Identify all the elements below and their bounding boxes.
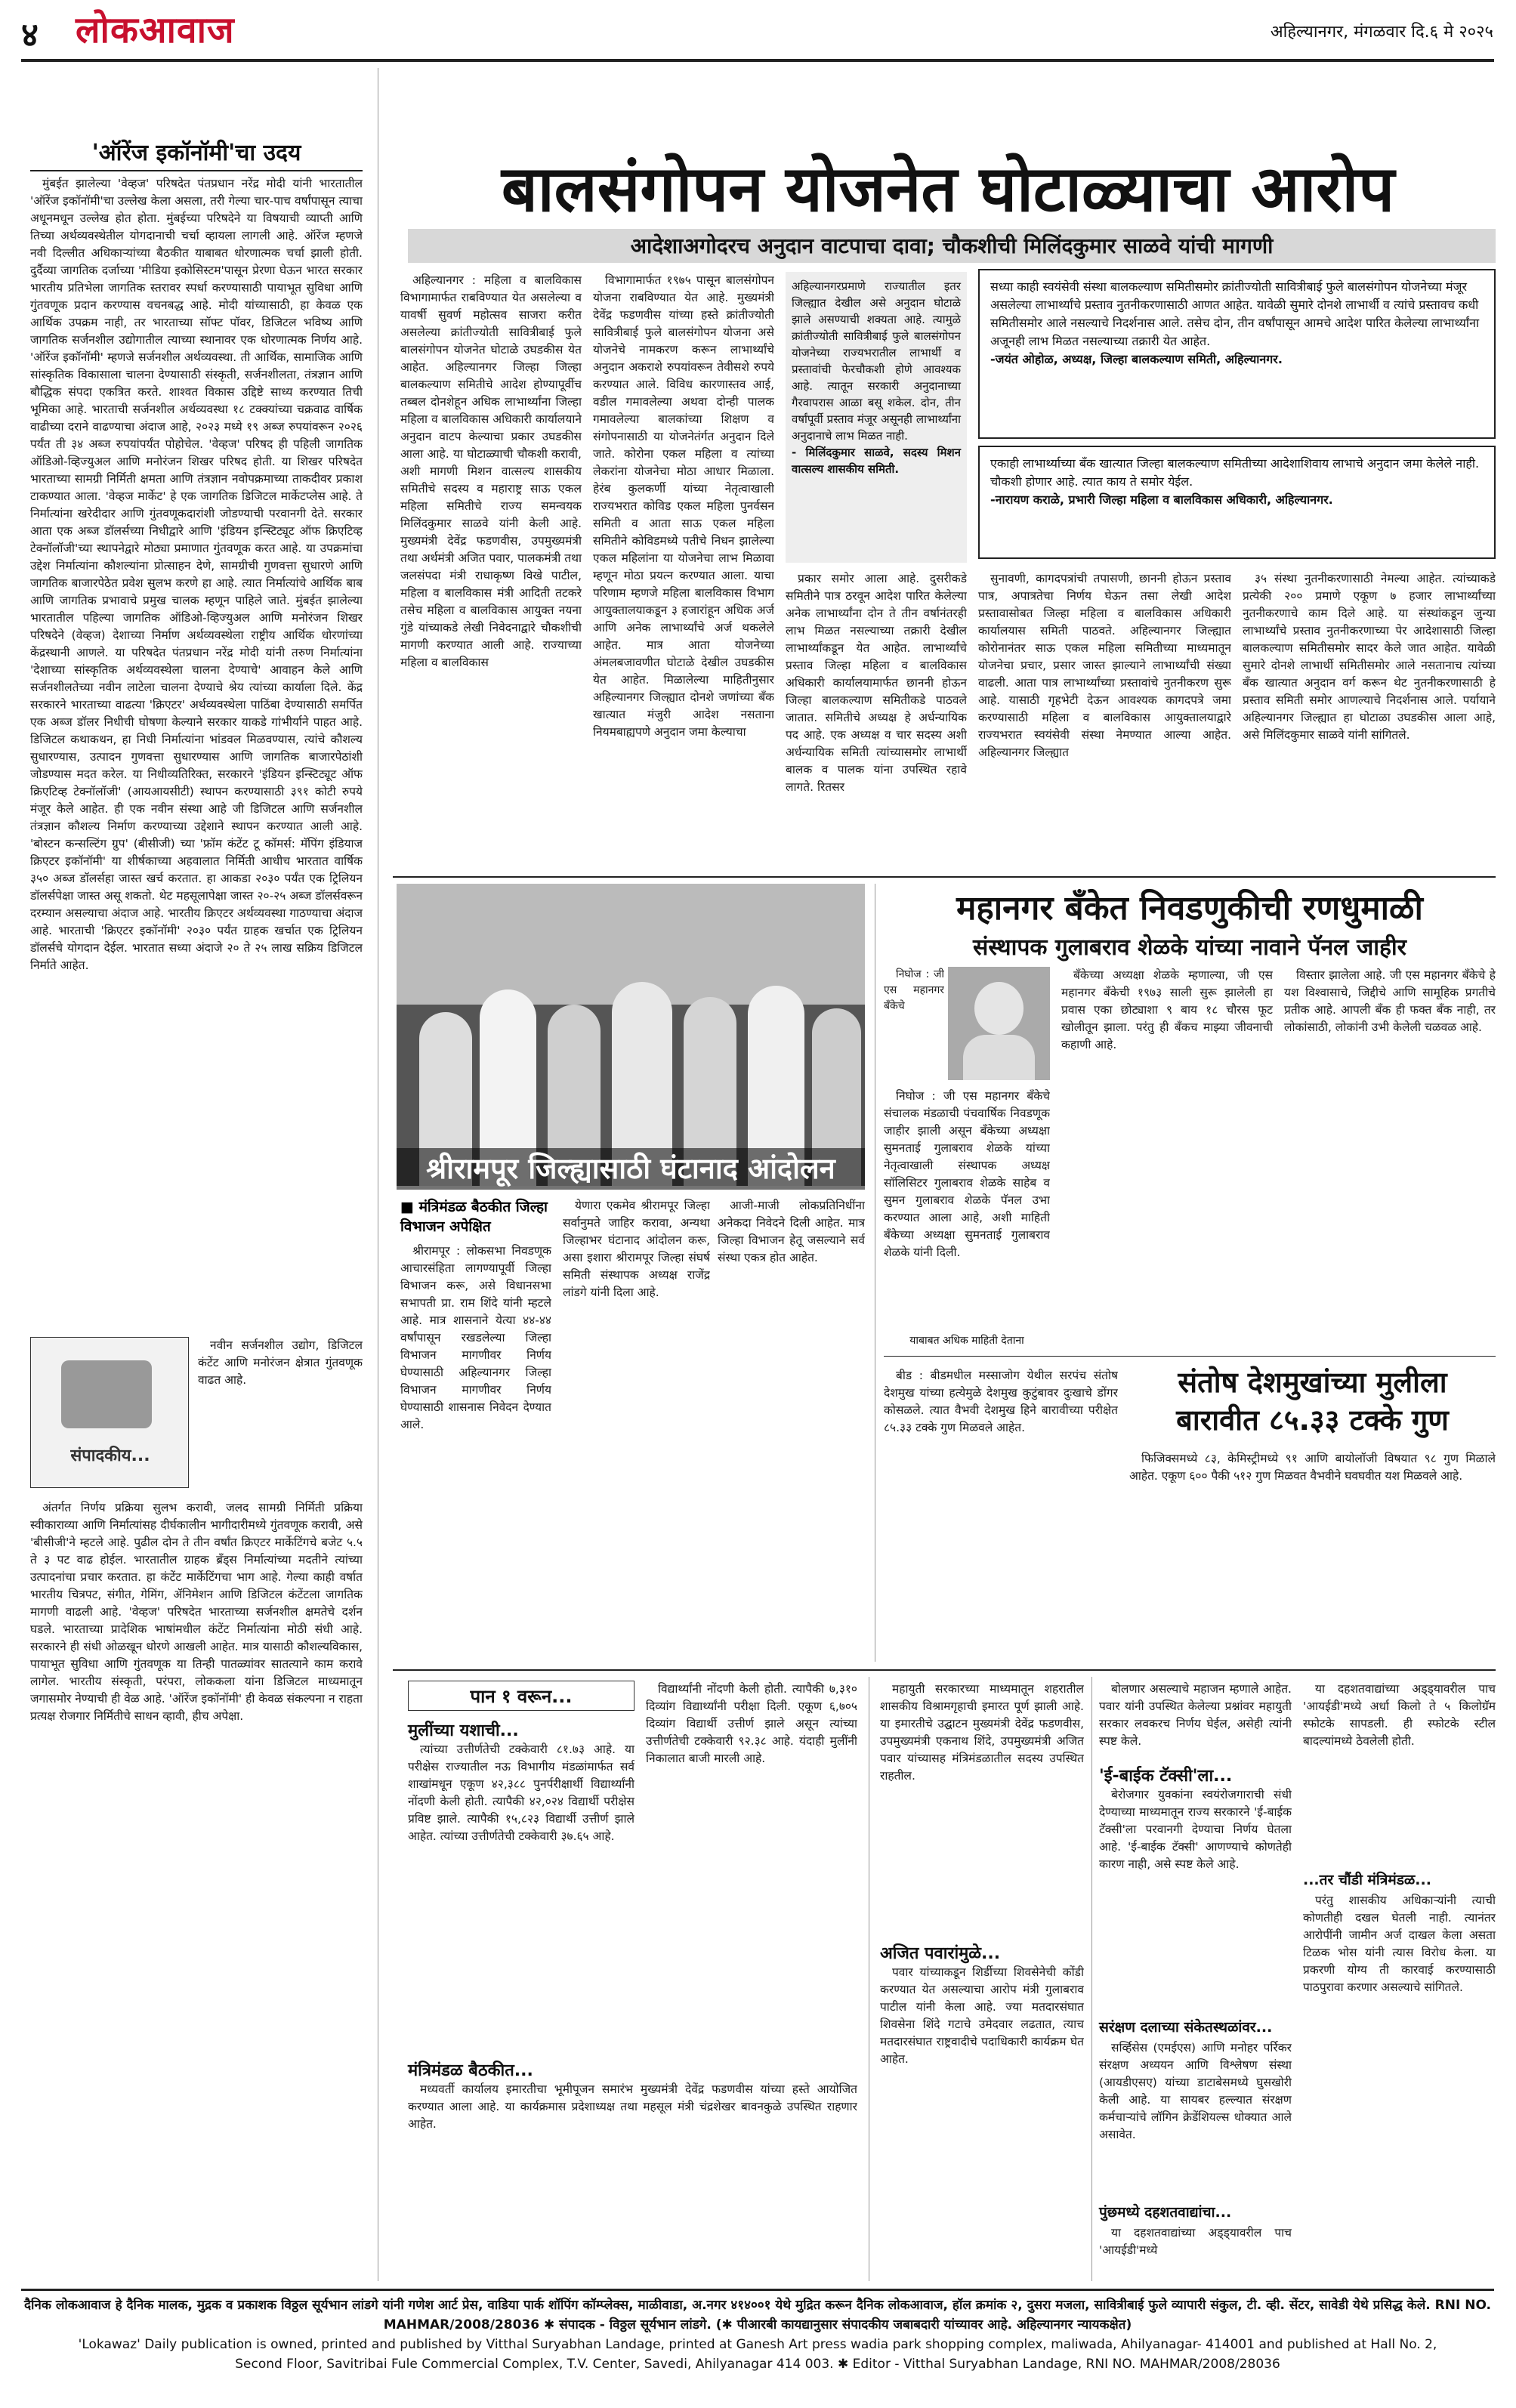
right-body5: परंतु शासकीय अधिकाऱ्यांनी त्याची कोणतीही दखल घेतली नाही. त्यानंतर आरोपींनी जामीन अर्ज दाखल केला असता टिळक भोस यांनी त्यास विरोध केला. या प्रकरणी योग्य ती कारवाई करण्यासाठी पाठपुरावा करणार असल्याचे सांगितले. <box>1303 1894 1496 1994</box>
left-head-rule <box>30 170 363 171</box>
left-column-body-cont: नवीन सर्जनशील उद्योग, डिजिटल कंटेंट आणि मनोरंजन क्षेत्रात गुंतवणूक वाढत आहे. <box>198 1338 363 1387</box>
agitation-photo <box>397 884 865 1186</box>
jump-subtitle2: मंत्रिमंडळ बैठकीत... <box>408 2061 533 2080</box>
left-column-body: मुंबईत झालेल्या 'वेव्हज' परिषदेत पंतप्रधान नरेंद्र मोदी यांनी भारतातील 'ऑरेंज इकॉनॉमी'चा उल्लेख केला असला, तरी गेल्या चार-पाच वर्षांपासून त्याचा अधूनमधून उल्लेख होत होता. मुंबईच्या परिषदेने या विषयाची व्याप्ती आणि तिच्या अर्थव्यवस्थेतील योगदानाची चर्चा व्हायला लागली आहे. ऑरेंज म्हणजे नवी दिल्लीत अधिकाऱ्यांच्या बैठकीत याबाबत धोरणात्मक चर्चा झाली होती. दुर्दैव्या जागतिक दर्जाच्या 'मीडिया इकोसिस्टम'पासून प्रेरणा घेऊन भारत सरकार भारतीय प्रतिभेला जागतिक स्तरावर स्पर्धा करण्यासाठी पायाभूत सुविधा आणि गुंतवणूक प्रदान करण्यास वचनबद्ध आहे. मोदी यांच्यासाठी, हा केवळ एक आर्थिक उपक्रम नाही, तर भारताच्या सॉफ्ट पॉवर, डिजिटल भविष्य आणि जागतिक सर्जनशील उद्योगातील त्याच्या स्थानावर एक धोरणात्मक निर्णय आहे. 'ऑरेंज इकॉनॉमी' म्हणजे सर्जनशील अर्थव्यवस्था. ती आर्थिक, सामाजिक आणि सांस्कृतिक विकासाला चालना देण्यासाठी संस्कृती, सर्जनशीलता, तंत्रज्ञान आणि बौद्धिक संपदा एकत्रित करते. शाश्वत विकास उद्दिष्टे साध्य करण्यात तिची भूमिका आहे. भारताची सर्जनशील अर्थव्यवस्था १८ टक्क्यांच्या चक्रवाढ वार्षिक वाढीच्या दराने वाढण्याचा अंदाज आहे, २०२३ मध्ये १९ अब्ज रुपयांवरून २०२६ पर्यंत ती ३४ अब्ज रुपयांपर्यंत पोहोचेल. 'वेव्हज' परिषद ही पहिली जागतिक ऑडिओ-व्हिज्युअल आणि मनोरंजन शिखर परिषद होती. या शिखर परिषदेत भारताच्या सामग्री निर्मिती क्षमता आणि तंत्रज्ञान नवोपक्रमाच्या ताकदीवर प्रकाश टाकण्यात आला. 'वेव्हज मार्केट' हे एक जागतिक डिजिटल मार्केटप्लेस आहे. ते निर्मात्यांना खरेदीदार आणि गुंतवणूकदारांशी जोडण्याची परवानगी देते. सरकार आता एक अब्ज डॉलर्सच्या निधीद्वारे आणि 'इंडियन इन्स्टिट्यूट ऑफ क्रिएटिव्ह टेक्नॉलॉजी'च्या स्थापनेद्वारे मोठ्या प्रमाणात गुंतवणूक करत आहे. या उपक्रमांचा उद्देश निर्मात्यांना कौशल्यांना प्रोत्साहन देणे, सामग्रीची गुणवत्ता सुधारणे आणि जागतिक बाजारपेठेत प्रवेश सुलभ करणे हा आहे. त्यात निर्मात्यांचे आर्थिक बाब आणि जागतिक प्रभावाचे प्रमुख चालक म्हणून पाहिले जाते. मुंबईत झालेल्या भारतातील पहिल्या जागतिक ऑडिओ-व्हिज्युअल आणि मनोरंजन शिखर परिषदेने (वेव्हज) देशाच्या निर्माण अर्थव्यवस्थेला राष्ट्रीय आर्थिक धोरणांच्या केंद्रस्थानी आणले. या परिषदेत पंतप्रधान नरेंद्र मोदी यांनी तरुण निर्मात्यांना 'देशाच्या सांस्कृतिक अर्थव्यवस्थेला चालना देण्याचे' आवाहन केले आणि सर्जनशीलतेच्या नवीन लाटेला चालना देण्याचे श्रेय त्यांच्या कार्याला दिले. केंद्र सरकारने भारताच्या वाढत्या 'क्रिएटर' अर्थव्यवस्थेला पाठिंबा देण्यासाठी समर्पित एक अब्ज डॉलर निधीची घोषणा केल्याने सरकार याकडे गांभीर्याने पाहत आहे. डिजिटल कथाकथन, हा निधी निर्मात्यांना भांडवल मिळवण्यास, त्यांचे कौशल्य सुधारण्यास, उत्पादन गुणवत्ता सुधारण्यास आणि जागतिक बाजारपेठांशी जोडण्यास मदत करेल. या निधीव्यतिरिक्त, सरकारने 'इंडियन इन्स्टिट्यूट ऑफ क्रिएटिव्ह टेक्नॉलॉजी' (आयआयसीटी) स्थापन करण्यासाठी ३९१ कोटी रुपये मंजूर केले आहेत. ही एक नवीन संस्था आहे जी डिजिटल आणि सर्जनशील तंत्रज्ञान कौशल्य निर्माण करण्याच्या उद्देशाने स्थापन करण्यात आली आहे. 'बोस्टन कन्सल्टिंग ग्रुप' (बीसीजी) च्या 'फ्रॉम कंटेंट टू कॉमर्स: मॅपिंग इंडियाज क्रिएटर इकॉनॉमी' या शीर्षकाच्या अहवालात निर्मिती आधीच भारतात वार्षिक ३५० अब्ज डॉलर्सहा जास्त खर्च करतात. हा आकडा २०३० पर्यंत एक ट्रिलियन डॉलर्सपेक्षा जास्त असू शकतो. थेट महसूलापेक्षा जास्त २०-२५ अब्ज डॉलर्सवरून दरम्यान असल्याचा अंदाज आहे. भारतीय क्रिएटर अर्थव्यवस्था गाठण्याचा अंदाज आहे. भारताची 'क्रिएटर इकॉनॉमी' २०३० पर्यंत ग्राहक खर्चात एक ट्रिलियन डॉलर्सचे योगदान देईल. भारतात सध्या अंदाजे २० ते २५ लाख सक्रिय डिजिटल निर्माते आहेत. <box>30 177 363 972</box>
main-story-col1: अहिल्यानगर : महिला व बालविकास विभागामार्फत राबविण्यात येत असलेल्या व यावर्षी सुवर्ण महोत्सव साजरा करीत असलेल्या क्रांतीज्योती सावित्रीबाई फुले बालसंगोपन योजनेत घोटाळे उघडकीस येत आहेत. अहिल्यानगर जिल्हा जिल्हा बालकल्याण समितीचे आदेश होण्यापूर्वीच तब्बल दोनशेहून अधिक लाभार्थ्यांना जिल्हा महिला व बालविकास अधिकारी कार्यालयाने अनुदान वाटप केल्याचा प्रकार उघडकीस आला आहे. या घोटाळ्याची चौकशी करावी, अशी मागणी मिशन वात्सल्य शासकीय समितीचे सदस्य व महाराष्ट्र साऊ एकल महिला समितीचे राज्य समन्वयक मिलिंदकुमार साळवे यांनी केली आहे. मुख्यमंत्री देवेंद्र फडणवीस, उपमुख्यमंत्री तथा अर्थमंत्री अजित पवार, पालकमंत्री तथा जलसंपदा मंत्री राधाकृष्ण विखे पाटील, महिला व बालविकास मंत्री आदिती तटकरे तसेच महिला व बालविकास आयुक्त नयना गुंडे यांच्याकडे लेखी निवेदनाद्वारे चौकशीची मागणी करण्यात आली आहे. राज्याच्या महिला व बालविकास <box>400 273 582 669</box>
right-body: बोलणार असल्याचे महाजन म्हणाले आहेत. पवार यांनी उपस्थित केलेल्या प्रश्नांवर महायुती सरकार लवकरच निर्णय घेईल, असेही त्यांनी स्पष्ट केले. <box>1099 1682 1292 1748</box>
ladder-body1: श्रीरामपूर : लोकसभा निवडणूक आचारसंहिता लागण्यापूर्वी जिल्हा विभाजन करू, असे विधानसभा सभापती प्रा. राम शिंदे यांनी म्हटले आहे. मात्र शासनाने येत्या ४४-४४ वर्षांपासून रखडलेल्या जिल्हा विभाजन मागणीवर निर्णय घेण्यासाठी अहिल्यानगर जिल्हा विभाजन मागणीवर निर्णय घेण्यासाठी शासनास निवेदन देण्यात आले. <box>400 1244 551 1431</box>
footer-line3: Second Floor, Savitribai Fule Commercial Complex, T.V. Center, Savedi, Ahilyanagar 414 003. ✱ Editor - Vitthal Suryabhan Landage, RNI NO. MAHMAR/2008/28036 <box>235 2357 1280 2372</box>
bank-rule <box>884 1356 1496 1357</box>
result-body2: फिजिक्समध्ये ८३, केमिस्ट्रीमध्ये ९१ आणि बायोलॉजी विषयात ९८ गुण मिळाले आहेत. एकूण ६०० पैकी ५१२ गुण मिळवत वैभवीने घवघवीत यश मिळवले आहे. <box>1129 1452 1496 1483</box>
header-rule <box>21 59 1494 62</box>
section-rule <box>393 876 1496 878</box>
main-story-sidebar: अहिल्यानगरप्रमाणे राज्यातील इतर जिल्ह्यात देखील असे अनुदान घोटाळे झाले असण्याची शक्यता आहे. त्यामुळे क्रांतीज्योती सावित्रीबाई फुले बालसंगोपन योजनेच्या राज्यभरातील लाभार्थी व प्रस्तावांची फेरचौकशी होणे आवश्यक आहे. त्यातून सरकारी अनुदानाच्या गैरवापरास आळा बसू शकेल. दोन, तीन वर्षांपूर्वी प्रस्ताव मंजूर असूनही लाभार्थ्यांना अनुदानाचे लाभ मिळत नाही. - मिलिंदकुमार साळवे, सदस्य मिशन वात्सल्य शासकीय समिती. <box>786 272 967 563</box>
quote-box-karale: एकाही लाभार्थ्याच्या बँक खात्यात जिल्हा बालकल्याण समितीच्या आदेशाशिवाय लाभाचे अनुदान जमा केलेले नाही. चौकशी होणार आहे. त्यात काय ते समोर येईल. -नारायण कराळे, प्रभारी जिल्हा महिला व बालविकास अधिकारी, अहिल्यानगर. <box>978 446 1496 559</box>
imprint-footer <box>21 2289 1494 2387</box>
result-headline-line1: संतोष देशमुखांच्या मुलीला <box>1178 1366 1447 1399</box>
page-number: ४ <box>21 16 39 54</box>
result-headline-line2: बारावीत ८५.३३ टक्के गुण <box>1176 1403 1449 1437</box>
bank-body3: विस्तार झालेला आहे. जी एस महानगर बँकेचे हे यश विश्वासाचे, जिद्दीचे आणि सामूहिक प्रगतीचे प्रतीक आहे. आपली बँक ही फक्त बँक नाही, तर लोकांसाठी, लोकांनी उभी केलेली चळवळ आहे. <box>1284 968 1496 1034</box>
main-story-col3: प्रकार समोर आला आहे. दुसरीकडे समितीने पात्र ठरवून आदेश पारित केलेल्या अनेक लाभार्थ्यांना दोन ते तीन वर्षानंतरही लाभ मिळत नसल्याच्या तक्रारी देखील लाभार्थ्यांकडून येत आहेत. लाभार्थ्यांचे प्रस्ताव जिल्हा महिला व बालविकास अधिकारी कार्यालयामार्फत छाननी होऊन जिल्हा बालकल्याण समितीकडे पाठवले जातात. समितीचे अध्यक्ष हे अर्धन्यायिक पद आहे. एक अध्यक्ष व चार सदस्य अशी अर्धन्यायिक समिती त्यांच्यासमोर लाभार्थी बालक व पालक यांना उपस्थित रहावे लागते. रितसर <box>786 572 967 794</box>
left-column-headline: 'ऑरेंज इकॉनॉमी'चा उदय <box>91 140 301 166</box>
jump-body2: मध्यवर्ती कार्यालय इमारतीचा भूमीपूजन समारंभ मुख्यमंत्री देवेंद्र फडणवीस यांच्या हस्ते आयोजित करण्यात आला आहे. या कार्यक्रमास प्रदेशाध्यक्ष तथा महसूल मंत्री चंद्रशेखर बावनकुळे उपस्थित राहणार आहेत. <box>408 2082 857 2131</box>
bank-body2: बँकेच्या अध्यक्षा शेळके म्हणाल्या, जी एस महानगर बँकेची १९७३ साली सुरू झालेली हा प्रवास एका छोट्याशा ९ बाय १८ चौरस फूट खोलीतून झाला. परंतु ही बँकच माझ्या जीवनाची कहाणी आहे. <box>1061 968 1273 1051</box>
agitation-caption: श्रीरामपूर जिल्ह्यासाठी घंटानाद आंदोलन <box>397 1148 865 1190</box>
right-body2: बेरोजगार युवकांना स्वयंरोजगाराची संधी देण्याच्या माध्यमातून राज्य सरकारने 'ई-बाईक टॅक्सी'ला परवानगी देण्याचा निर्णय घेतला आहे. 'ई-बाईक टॅक्सी' आणण्याचे कोणतेही कारण नाही, असे स्पष्ट केले आहे. <box>1099 1788 1292 1871</box>
quote-credit-ohol: -जयंत ओहोळ, अध्यक्ष, जिल्हा बालकल्याण समिती, अहिल्यानगर. <box>990 352 1283 366</box>
mid-subtitle: अजित पवारांमुळे... <box>880 1944 1001 1963</box>
footer-line2: 'Lokawaz' Daily publication is owned, printed and published by Vitthal Suryabhan Landage, printed at Ganesh Art press wadia park shopping complex, maliwada, Ahilyanagar- 414001 and published at Hall No. 2, <box>78 2337 1437 2352</box>
right-body3: सर्व्हिसेस (एमईएस) आणि मनोहर पर्रिकर संरक्षण अध्ययन आणि विश्लेषण संस्था (आयडीएसए) यांच्या डाटाबेसमध्ये घुसखोरी केली आहे. या सायबर हल्ल्यात संरक्षण कर्मचाऱ्यांचे लॉगिन क्रेडेंशियल्स धोक्यात आले असावेत. <box>1099 2041 1292 2141</box>
ladder-body2: येणारा एकमेव श्रीरामपूर जिल्हा सर्वानुमते जाहिर करावा, अन्यथा जिल्हाभर घंटानाद आंदोलन करू, असा इशारा श्रीरामपूर जिल्हा संघर्ष समिती संस्थापक अध्यक्ष राजेंद्र लांडगे यांनी दिला आहे. <box>563 1199 710 1299</box>
newspaper-masthead: लोकआवाज <box>76 9 235 51</box>
main-story-col2: विभागामार्फत १९७५ पासून बालसंगोपन योजना राबविण्यात येत आहे. मुख्यमंत्री देवेंद्र फडणवीस यांच्या हस्ते क्रांतीज्योती सावित्रीबाई फुले बालसंगोपन योजना असे योजनेचे नामकरण करून लाभार्थ्यांचे अनुदान अकराशे रुपयांवरून तेवीसशे रुपये करण्यात आले. विविध कारणास्तव आई, वडील गमावलेल्या अथवा दोन्ही पालक गमावलेल्या बालकांच्या शिक्षण व संगोपनासाठी या योजनेतंर्गत अनुदान दिले जाते. कोरोना एकल महिला व त्यांच्या लेकरांना योजनेचा मोठा आधार मिळाला. हेरंब कुलकर्णी यांच्या नेतृत्वाखाली राज्यभरात कोविड एकल महिला पुनर्वसन समिती व आता साऊ एकल महिला समितीने कोविडमध्ये पतीचे निधन झालेल्या एकल महिलांना या योजनेचा लाभ मिळावा म्हणून मोठा प्रयत्न करण्यात आला. याचा परिणाम म्हणजे महिला बालविकास विभाग आयुक्तालयाकडून ३ हजारांहून अधिक अर्ज आणि अनेक लाभार्थ्यांचे अर्ज थकलेले आहेत. मात्र आता योजनेच्या अंमलबजावणीत घोटाळे देखील उघडकीस येत आहेत. मिळालेल्या माहितीनुसार अहिल्यानगर जिल्ह्यात दोनशे जणांच्या बँक खात्यात मंजुरी आदेश नसताना नियमबाह्यपणे अनुदान जमा केल्याचा <box>593 273 774 739</box>
right-subtitle4: ...तर चौंडी मंत्रिमंडळ... <box>1303 1872 1431 1888</box>
right-subtitle3: पुंछमध्ये दहशतवाद्यांचा... <box>1099 2204 1232 2221</box>
bank-body1-start: निघोज : जी एस महानगर बँकेचे <box>884 968 944 1012</box>
jump-body-cont: विद्यार्थ्यांनी नोंदणी केली होती. त्यापैकी ७,३१० दिव्यांग विद्यार्थ्यांनी परीक्षा दिली. एकूण ६,७०५ दिव्यांग विद्यार्थी उत्तीर्ण झाले असून त्यांच्या उत्तीर्णतेची टक्केवारी ९२.३८ आहे. यंदाही मुलींनी निकालात बाजी मारली आहे. <box>646 1682 857 1765</box>
bank-headline: महानगर बँकेत निवडणुकीची रणधुमाळी <box>956 889 1423 928</box>
bank-continued: याबाबत अधिक माहिती देताना <box>909 1335 1024 1347</box>
mid-body: महायुती सरकारच्या माध्यमातून शहरातील शासकीय विश्रामगृहाची इमारत पूर्ण झाली आहे. या इमारतीचे उद्घाटन मुख्यमंत्री देवेंद्र फडणवीस, उपमुख्यमंत्री एकनाथ शिंदे, उपमुख्यमंत्री अजित पवार यांच्यासह मंत्रिमंडळातील सदस्य उपस्थित राहतील. <box>880 1682 1084 1783</box>
main-subheadline: आदेशाअगोदरच अनुदान वाटपाचा दावा; चौकशीची मिलिंदकुमार साळवे यांची मागणी <box>408 229 1496 263</box>
quote-credit-karale: -नारायण कराळे, प्रभारी जिल्हा महिला व बालविकास अधिकारी, अहिल्यानगर. <box>990 492 1333 507</box>
left-column-body-2: अंतर्गत निर्णय प्रक्रिया सुलभ करावी, जलद सामग्री निर्मिती प्रक्रिया स्वीकाराव्या आणि निर्मात्यांसह दीर्घकालीन भागीदारीमध्ये गुंतवणूक करावी, असे 'बीसीजी'ने म्हटले आहे. पुढील दोन ते तीन वर्षांत क्रिएटर मार्केटिंगचे बजेट ५.५ ते ३ पट वाढ होईल. भारतातील ग्राहक ब्रँड्स निर्मात्यांच्या मदतीने त्यांच्या उत्पादनांचा प्रचार करतात. हा कंटेंट मार्केटिंगचा भाग आहे. गेल्या काही वर्षात भारतीय चित्रपट, संगीत, गेमिंग, ॲनिमेशन आणि डिजिटल कंटेंटला जागतिक मागणी वाढली आहे. 'वेव्हज' परिषदेत भारताच्या सर्जनशील क्षमतेचे दर्शन घडले. भारताच्या प्रादेशिक भाषांमधील कंटेंट निर्मात्यांना मोठी संधी आहे. सरकारने ही संधी ओळखून धोरणे आखली आहेत. मात्र यासाठी कौशल्यविकास, पायाभूत सुविधा आणि गुंतवणूक या तिन्ही पातळ्यांवर सातत्याने काम करावे लागेल. भारतीय संस्कृती, परंपरा, लोककला यांना डिजिटल माध्यमातून जगासमोर नेण्याची ही वेळ आहे. 'ऑरेंज इकॉनॉमी' ही केवळ संकल्पना न राहता प्रत्यक्ष रोजगार निर्मितीचे साधन व्हावी, हीच अपेक्षा. <box>30 1501 363 1723</box>
jump-body: त्यांच्या उत्तीर्णतेची टक्केवारी ८१.७३ आहे. या परीक्षेस राज्यातील नऊ विभागीय मंडळांमार्फत सर्व शाखांमधून एकूण ४२,३८८ पुनर्परीक्षार्थी विद्यार्थ्यांनी नोंदणी केली होती. त्यापैकी ४२,०२४ विद्यार्थी परीक्षेस प्रविष्ट झाले. त्यापैकी १५,८२३ विद्यार्थी उत्तीर्ण झाले आहेत. त्यांच्या उत्तीर्णतेची टक्केवारी ३७.६५ आहे. <box>408 1743 634 1843</box>
sidebar-credit: - मिलिंदकुमार साळवे, सदस्य मिशन वात्सल्य शासकीय समिती. <box>792 446 961 476</box>
mid-body2: पवार यांच्याकडून शिर्डीच्या शिवसेनेची कोंडी करण्यात येत असल्याचा आरोप मंत्री गुलाबराव पाटील यांनी केला आहे. ज्या मतदारसंघात शिवसेना शिंदे गटाचे उमेदवार लढतात, त्याच मतदारसंघात राष्ट्रवादीचे पदाधिकारी कार्यक्रम घेत आहेत. <box>880 1965 1084 2066</box>
jump-title: पान १ वरून... <box>408 1681 634 1711</box>
jump-subtitle: मुलींच्या यशाची... <box>408 1721 519 1740</box>
column-divider-4 <box>1091 1677 1092 2281</box>
section-rule-2 <box>393 1669 1496 1671</box>
portrait-photo <box>948 967 1050 1080</box>
main-story-col5: सुनावणी, कागदपत्रांची तपासणी, छाननी होऊन प्रस्ताव पात्र, अपात्रतेचा निर्णय घेऊन तसा लेखी आदेश प्रस्तावासोबत जिल्हा महिला व बालविकास अधिकारी कार्यालयास समिती पाठवते. अहिल्यानगर जिल्ह्यात कोरोनानंतर साऊ एकल महिला समितीच्या माध्यमातून योजनेचा प्रचार, प्रसार जास्त झाल्याने लाभार्थ्यांची संख्या वाढली. आता पात्र लाभार्थ्यांच्या प्रस्तावांचे नुतनीकरण सुरू आहे. यासाठी गृहभेटी देऊन आवश्यक कागदपत्रे जमा करण्यासाठी महिला व बालविकास आयुक्तालयाद्वारे राज्यभरात स्वयंसेवी संस्था नेमण्यात आल्या आहेत. अहिल्यानगर जिल्ह्यात <box>978 572 1231 759</box>
main-story-col6: ३५ संस्था नुतनीकरणासाठी नेमल्या आहेत. त्यांच्याकडे प्रत्येकी २०० प्रमाणे एकूण ७ हजार लाभार्थ्यांच्या नुतनीकरणाचे काम दिले आहे. या संस्थांकडून जुन्या लाभार्थ्यांचे प्रस्ताव नुतनीकरणाच्या पेर आदेशासाठी जिल्हा बालकल्याण समितीसमोर सादर केले जात आहेत. यावेळी सुमारे दोनशे लाभार्थी समितीसमोर आले नसतानाच त्यांच्या बँक खात्यात अनुदान वर्ग करून थेट नुतनीकरणासाठी हे प्रस्ताव समिती समोर आणल्याचे निदर्शनास आले. पर्यायाने अहिल्यानगर जिल्ह्यात हा घोटाळा उघडकीस आला आहे, असे मिलिंदकुमार साळवे यांनी सांगितले. <box>1243 572 1496 742</box>
ladder-body3: आजी-माजी लोकप्रतिनिधींना अनेकदा निवेदने दिली आहेत. मात्र जिल्हा विभाजन हेतू जसल्याने सर्व संस्था एकत्र होत आहेत. <box>718 1199 865 1264</box>
bank-subheadline: संस्थापक गुलाबराव शेळके यांच्या नावाने पॅनल जाहीर <box>973 934 1406 961</box>
quote-box-ohol: सध्या काही स्वयंसेवी संस्था बालकल्याण समितीसमोर क्रांतीज्योती सावित्रीबाई फुले बालसंगोपन योजनेच्या मंजूर असलेल्या लाभार्थ्यांचे प्रस्ताव नुतनीकरणासाठी आणत आहेत. यावेळी सुमारे दोनशे लाभार्थी व त्यांचे प्रस्तावच कधी समितीसमोर आले नसल्याचे निदर्शनास आले. तसेच दोन, तीन वर्षांपासून आमचे आदेश पारित केलेल्या लाभार्थ्यांना अजूनही लाभ मिळत नसल्याच्या तक्रारी येत आहेत. -जयंत ओहोळ, अध्यक्ष, जिल्हा बालकल्याण समिती, अहिल्यानगर. <box>978 269 1496 439</box>
footer-line1: दैनिक लोकआवाज हे दैनिक मालक, मुद्रक व प्रकाशक विठ्ठल सूर्यभान लांडगे यांनी गणेश आर्ट प्रेस, वाडिया पार्क शॉपिंग कॉम्प्लेक्स, माळीवाडा, अ.नगर ४१४००१ येथे मुद्रित करून दैनिक लोकआवाज, हॉल क्रमांक २, दुसरा मजला, सावित्रीबाई फुले व्यापारी संकुल, टी. व्ही. सेंटर, सावेडी येथे प्रसिद्ध केले. RNI NO. MAHMAR/2008/28036 ✱ संपादक - विठ्ठल सूर्यभान लांडगे. (✱ पीआरबी कायद्यानुसार संपादकीय जबाबदारी यांच्यावर आहे. अहिल्यानगर न्यायकक्षेत) <box>23 2298 1492 2332</box>
dateline: अहिल्यानगर, मंगळवार दि.६ मे २०२५ <box>1270 23 1493 42</box>
editorial-box <box>30 1337 189 1488</box>
main-headline: बालसंगोपन योजनेत घोटाळ्याचा आरोप <box>501 152 1395 226</box>
result-body1: बीड : बीडमधील मस्साजोग येथील सरपंच संतोष देशमुख यांच्या हत्येमुळे देशमुख कुटुंबावर दुःखाचे डोंगर कोसळले. त्यात वैभवी देशमुख हिने बारावीच्या परीक्षेत ८५.३३ टक्के गुण मिळवले आहेत. <box>884 1369 1118 1434</box>
right-subtitle2: सरंक्षण दलाच्या संकेतस्थळांवर... <box>1099 2019 1273 2036</box>
right-body4: या दहशतवाद्यांच्या अड्ड्यावरील पाच 'आयईडी'मध्ये अर्धा किलो ते ५ किलोग्रॅम स्फोटके सापडली. ही स्फोटके स्टील बादल्यांमध्ये ठेवलेली होती. <box>1303 1682 1496 1748</box>
right-subtitle: 'ई-बाईक टॅक्सी'ला... <box>1099 1767 1233 1786</box>
bank-body1: निघोज : जी एस महानगर बँकेचे संचालक मंडळाची पंचवार्षिक निवडणूक जाहीर झाली असून बँकेच्या अध्यक्षा सुमनताई गुलाबराव शेळके यांच्या नेतृत्वाखाली संस्थापक अध्यक्ष सॉलिसिटर गुलाबराव शेळके साहेब व सुमन गुलाबराव शेळके पॅनल उभा करण्यात आला आहे, अशी माहिती बँकेच्या अध्यक्षा सुमनताई गुलाबराव शेळके यांनी दिली. <box>884 1089 1050 1259</box>
right-body3b: या दहशतवाद्यांच्या अड्ड्यावरील पाच 'आयईडी'मध्ये <box>1099 2226 1292 2257</box>
editorial-label: संपादकीय... <box>70 1446 150 1465</box>
ladder-sub-label: ■ मंत्रिमंडळ बैठकीत जिल्हा विभाजन अपेक्षित <box>400 1199 548 1235</box>
result-headline <box>1129 1363 1496 1439</box>
pen-ink-icon <box>61 1360 152 1428</box>
